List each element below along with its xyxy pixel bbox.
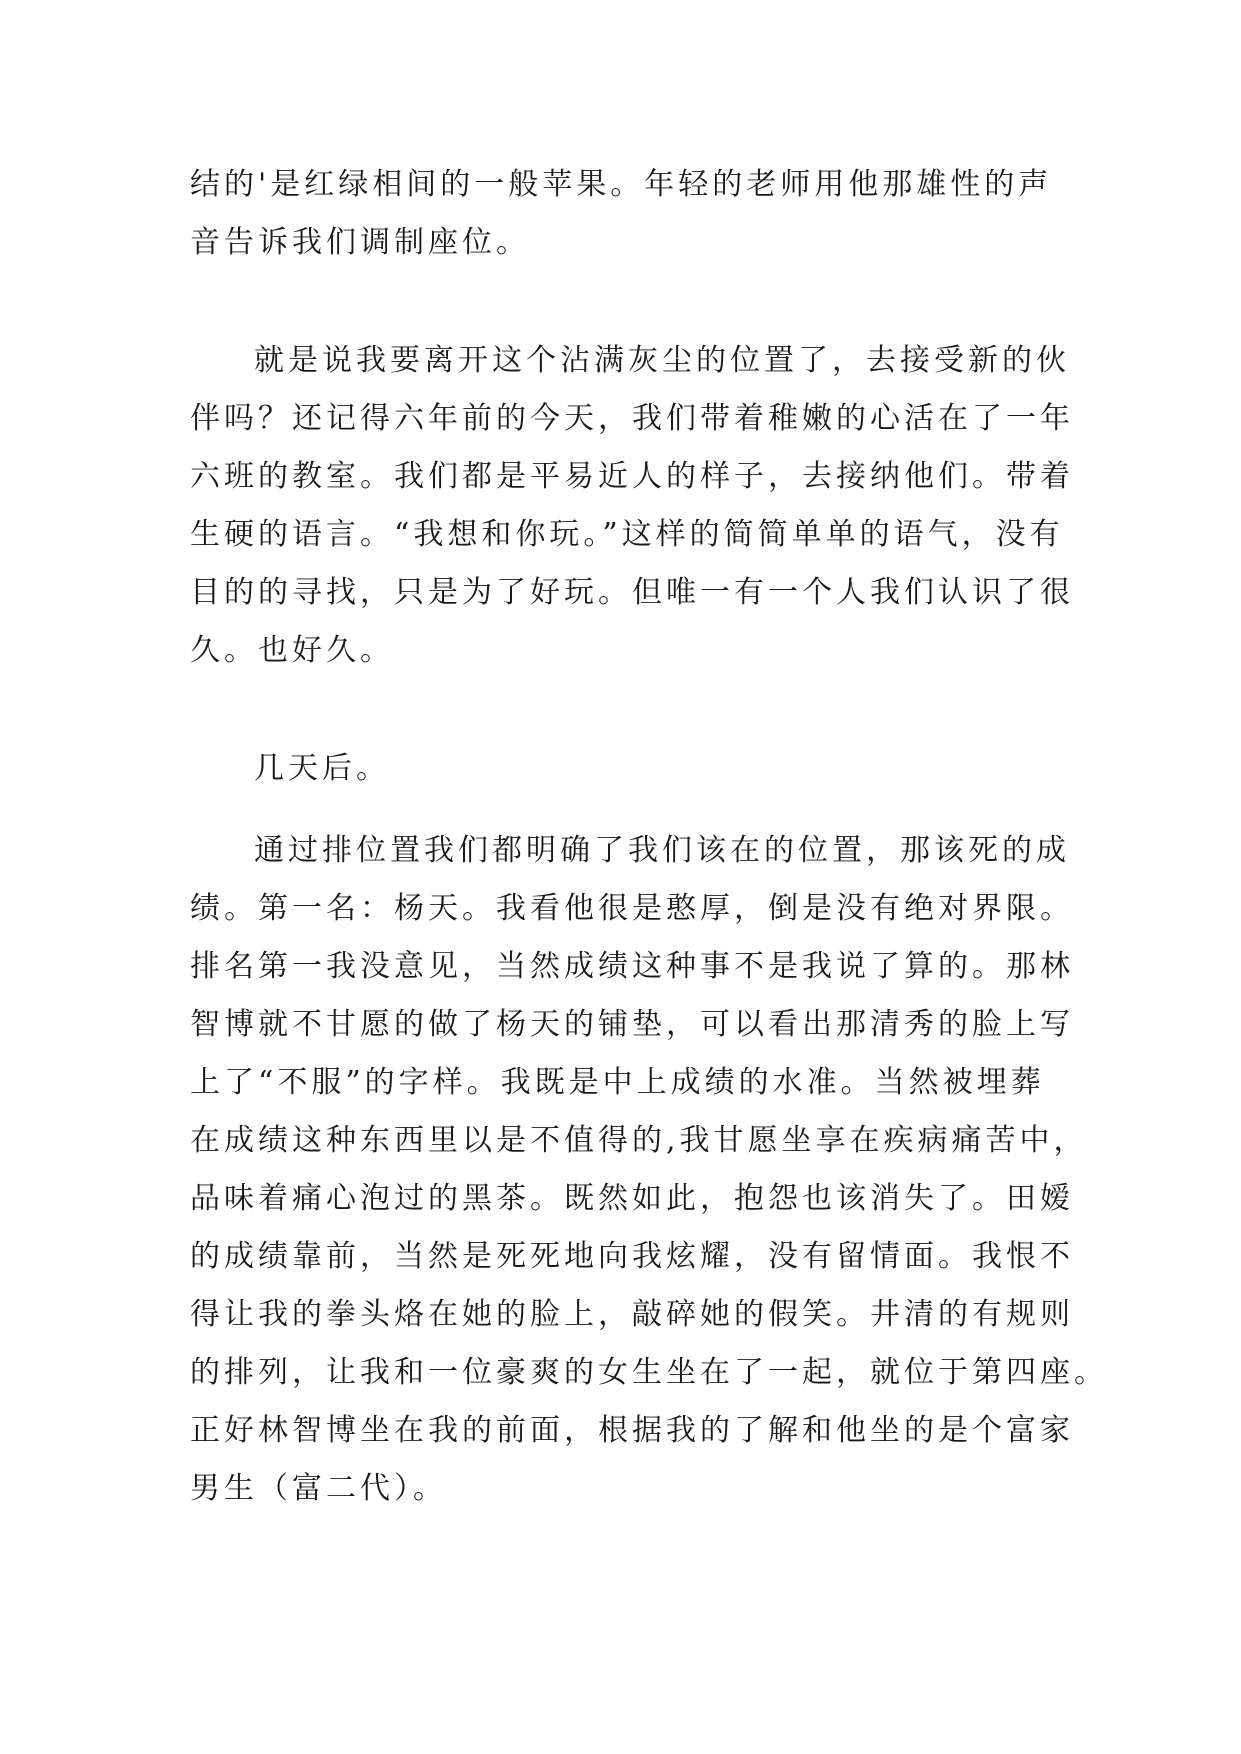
text-line: 伴吗？还记得六年前的今天，我们带着稚嫩的心活在了一年 [190, 401, 1074, 436]
text-line: 得让我的拳头烙在她的脸上，敲碎她的假笑。井清的有规则 [190, 1297, 1074, 1332]
text-line: 正好林智博坐在我的前面，根据我的了解和他坐的是个富家 [190, 1413, 1074, 1448]
text-line: 男生（富二代）。 [190, 1471, 447, 1506]
text-line: 上了“不服”的字样。我既是中上成绩的水准。当然被埋葬 [190, 1065, 1045, 1100]
text-line: 排名第一我没意见，当然成绩这种事不是我说了算的。那林 [190, 949, 1074, 984]
text-line: 就是说我要离开这个沾满灰尘的位置了，去接受新的伙 [254, 343, 1070, 378]
text-line: 目的的寻找，只是为了好玩。但唯一有一个人我们认识了很 [190, 575, 1074, 610]
paragraph-3 [190, 740, 1070, 798]
text-line: 生硬的语言。“我想和你玩。”这样的简简单单的语气，没有 [190, 517, 1064, 552]
text-line: 结的'是红绿相间的一般苹果。年轻的老师用他那雄性的声 [190, 167, 1053, 202]
text-line: 绩。第一名：杨天。我看他很是憨厚，倒是没有绝对界限。 [190, 891, 1074, 926]
paragraph-2 [190, 332, 1074, 680]
paragraph-4 [190, 822, 1108, 1518]
text-line: 六班的教室。我们都是平易近人的样子，去接纳他们。带着 [190, 459, 1074, 494]
text-line: 的排列，让我和一位豪爽的女生坐在了一起，就位于第四座。 [190, 1355, 1108, 1390]
text-line: 通过排位置我们都明确了我们该在的位置，那该死的成 [254, 833, 1070, 868]
text-line: 在成绩这种东西里以是不值得的,我甘愿坐享在疾病痛苦中， [190, 1123, 1088, 1158]
text-line: 的成绩靠前，当然是死死地向我炫耀，没有留情面。我恨不 [190, 1239, 1074, 1274]
text-line: 几天后。 [254, 751, 390, 786]
text-line: 品味着痛心泡过的黑茶。既然如此，抱怨也该消失了。田嫒 [190, 1181, 1074, 1216]
paragraph-1 [190, 156, 1070, 272]
text-line: 音告诉我们调制座位。 [190, 225, 530, 260]
text-line: 智博就不甘愿的做了杨天的铺垫，可以看出那清秀的脸上写 [190, 1007, 1074, 1042]
text-line: 久。也好久。 [190, 633, 394, 668]
